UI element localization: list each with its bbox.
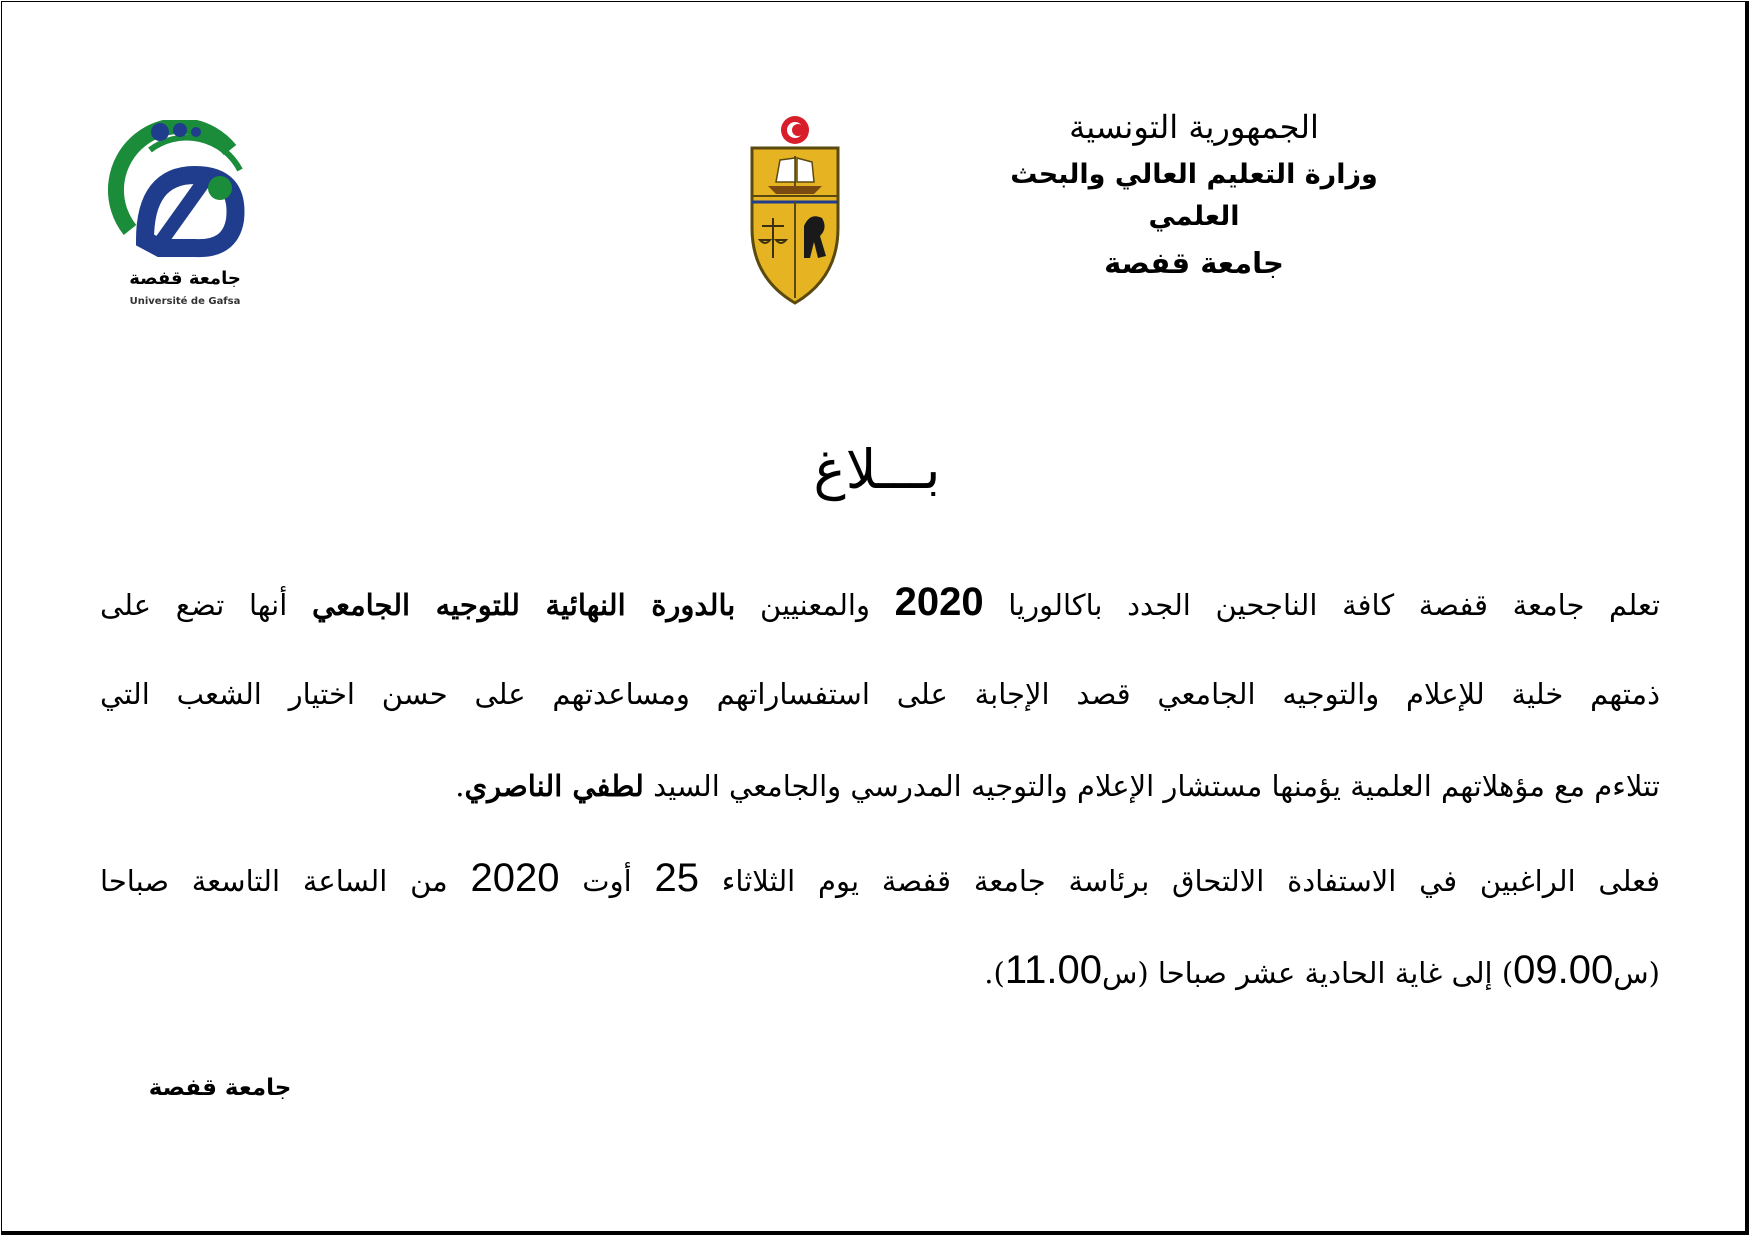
p2-text-b: من الساعة التاسعة صباحا (100, 864, 448, 898)
notice-title: بـــلاغ (813, 438, 941, 501)
p2-year: 2020 (470, 856, 560, 900)
p2-close-paren-1: ) (1501, 956, 1514, 990)
p1-line3-text: تتلاءم مع مؤهلاتهم العلمية يؤمنها مستشار الإعلام والتوجيه المدرسي والجامعي السيد (653, 769, 1660, 803)
p2-text-c: إلى غاية الحادية عشر صباحا (1157, 956, 1493, 990)
p2-close-paren-2: ) (993, 956, 1005, 990)
p1-end: . (455, 769, 465, 803)
paragraph1-line2 (100, 664, 1660, 756)
p1-year: 2020 (894, 580, 984, 624)
p2-end-time: 11.00 (1004, 948, 1102, 992)
notice-body (100, 572, 1660, 1032)
p2-open-paren-2: ( (1137, 956, 1149, 990)
paragraph2-line2 (100, 940, 1660, 1032)
university-logo-icon (100, 120, 270, 270)
p2-text-a: فعلى الراغبين في الاستفادة الالتحاق برئاسة جامعة قفصة يوم الثلاثاء (721, 864, 1661, 898)
university-name: جامعة قفصة (1104, 246, 1284, 280)
p1-text-b: والمعنيين (760, 588, 870, 622)
p2-unit-2: س (1101, 956, 1138, 990)
p1-text-c: أنها تضع على (100, 588, 288, 622)
republic-name: الجمهورية التونسية (1069, 108, 1319, 146)
p2-unit-1: س (1613, 956, 1649, 990)
p2-open-paren-1: ( (1648, 956, 1660, 990)
p1-line2-text: ذمتهم خلية للإعلام والتوجيه الجامعي قصد الإجابة على استفساراتهم ومساعدتهم على حسن اختيار الشعب التي (100, 677, 1660, 711)
tunisia-coat-of-arms-icon (740, 108, 850, 308)
p2-day: 25 (654, 856, 699, 900)
logo-caption-arabic: جامعة قفصة (129, 268, 241, 289)
p2-month: أوت (582, 864, 632, 898)
letterhead (964, 108, 1424, 280)
paragraph1-line3 (100, 756, 1660, 848)
paragraph1-line1 (100, 572, 1660, 664)
p2-start-time: 09.00 (1513, 948, 1614, 992)
signature: جامعة قفصة (148, 1075, 292, 1101)
p1-bold-phrase: بالدورة النهائية للتوجيه الجامعي (311, 588, 736, 622)
paragraph2-line1 (100, 848, 1660, 940)
university-logo (100, 120, 270, 320)
p2-end: . (984, 956, 994, 990)
ministry-name-line2: العلمي (1148, 201, 1240, 232)
p1-text-a: تعلم جامعة قفصة كافة الناجحين الجدد باكالوريا (1008, 588, 1661, 622)
logo-caption-french: Université de Gafsa (129, 296, 241, 307)
counselor-name: لطفي الناصري (464, 769, 644, 803)
ministry-name-line1: وزارة التعليم العالي والبحث (1010, 159, 1378, 190)
